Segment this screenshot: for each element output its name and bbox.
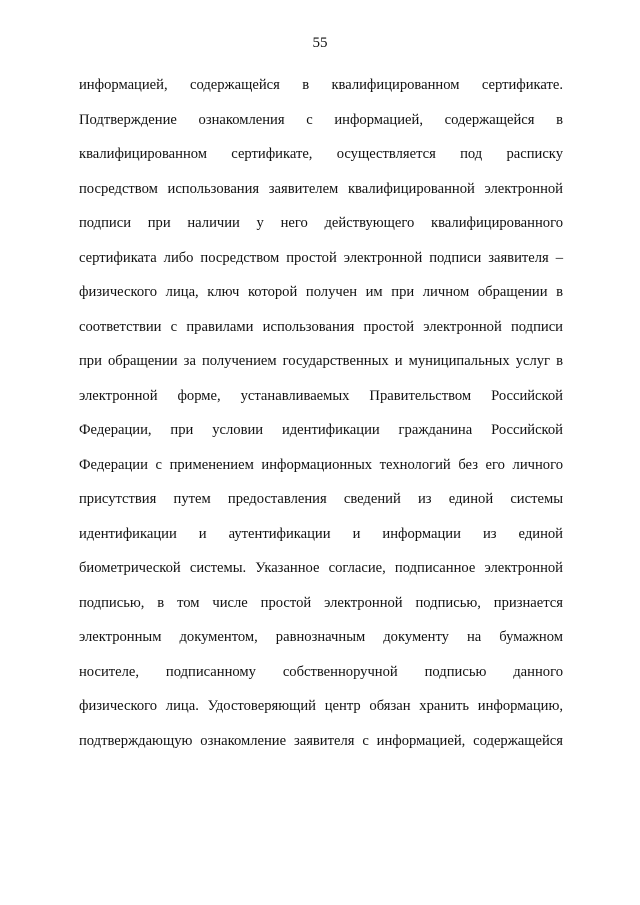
text-line: сертификата либо посредством простой электронной подписи заявителя – <box>79 249 563 266</box>
text-line: электронным документом, равнозначным документу на бумажном <box>79 629 563 645</box>
text-line: квалифицированном сертификате, осуществляется под расписку <box>79 146 563 162</box>
text-line: носителе, подписанному собственноручной подписью данного <box>79 663 563 680</box>
text-line: физического лица, ключ которой получен им при личном обращении в <box>79 284 563 300</box>
text-line: присутствия путем предоставления сведений из единой системы <box>79 491 563 507</box>
text-line: идентификации и аутентификации и информации из единой <box>79 525 563 542</box>
text-line: Федерации с применением информационных технологий без его личного <box>79 456 563 473</box>
text-line: информацией, содержащейся в квалифицированном сертификате. <box>79 77 563 93</box>
document-body <box>79 68 563 758</box>
text-line: при обращении за получением государственных и муниципальных услуг в <box>79 353 563 369</box>
text-line: подписи при наличии у него действующего квалифицированного <box>79 215 563 231</box>
text-line: электронной форме, устанавливаемых Правительством Российской <box>79 387 563 404</box>
text-line: биометрической системы. Указанное согласие, подписанное электронной <box>79 560 563 576</box>
text-line: Подтверждение ознакомления с информацией, содержащейся в <box>79 111 563 128</box>
text-line: посредством использования заявителем квалифицированной электронной <box>79 180 563 197</box>
text-line: Федерации, при условии идентификации гражданина Российской <box>79 422 563 438</box>
text-line: подписью, в том числе простой электронной подписью, признается <box>79 594 563 611</box>
text-line: соответствии с правилами использования простой электронной подписи <box>79 318 563 335</box>
text-line: подтверждающую ознакомление заявителя с информацией, содержащейся <box>79 732 563 749</box>
page-number: 55 <box>312 35 328 51</box>
text-line: физического лица. Удостоверяющий центр обязан хранить информацию, <box>79 698 563 714</box>
